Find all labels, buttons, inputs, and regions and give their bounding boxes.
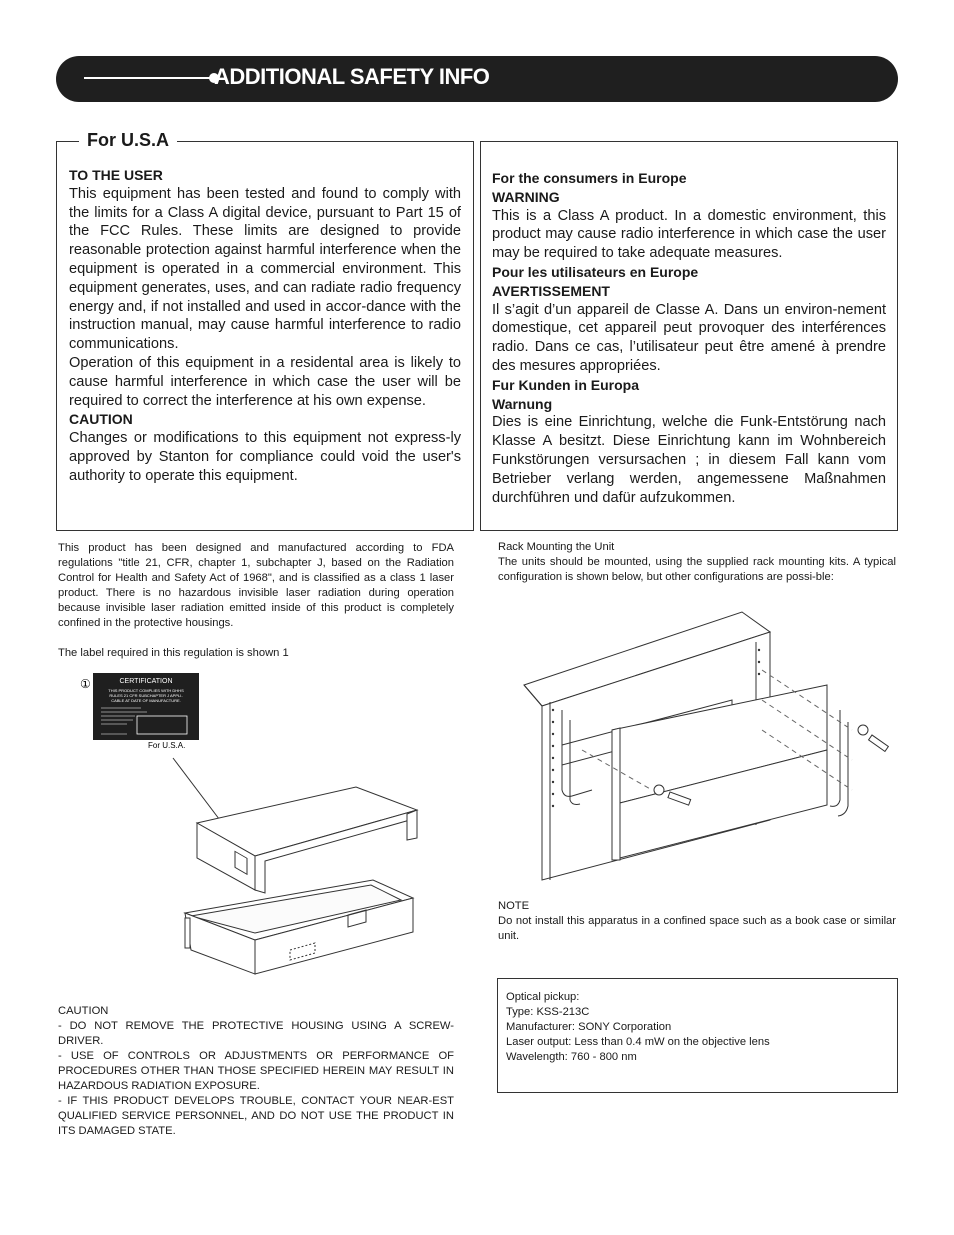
- label-caption: For U.S.A.: [148, 741, 186, 750]
- header-rule: [84, 77, 212, 79]
- optical-line-1: Optical pickup:: [506, 991, 580, 1003]
- rack-text: The units should be mounted, using the supplied rack mounting kits. A typical configuration is shown below, but other configurations are possi-ble:: [498, 556, 896, 583]
- optical-line-2: Type: KSS-213C: [506, 1006, 590, 1018]
- page-title: ADDITIONAL SAFETY INFO: [214, 64, 490, 89]
- german-heading: Fur Kunden in Europa: [492, 376, 639, 393]
- french-heading: Pour les utilisateurs en Europe: [492, 263, 699, 280]
- header-bar: [56, 56, 898, 102]
- english-text: This is a Class A product. In a domestic environment, this product may cause radio interference in which case the user may be required to take adequate measures.: [492, 207, 886, 262]
- caution-heading: CAUTION: [69, 411, 133, 428]
- laser-paragraph: This product has been designed and manufactured according to FDA regulations "title 21, CFR, chapter 1, subchapter J, based on the Radiation Control for Health and Safety Act of 1968", and is classified as a class 1 laser product. There is no hazardous invisible laser radiation during operation because invisible laser radiation emitted inside of this product is completely confined in the protective housings.: [58, 542, 454, 629]
- usa-notice-box: [56, 130, 474, 531]
- note-heading: NOTE: [498, 900, 530, 912]
- caution-item-3: - IF THIS PRODUCT DEVELOPS TROUBLE, CONTACT YOUR NEAR-EST QUALIFIED SERVICE PERSONNEL, AND DO NOT USE THE PRODUCT IN ITS DAMAGED STATE.: [58, 1095, 454, 1137]
- label-note: The label required in this regulation is shown 1: [58, 647, 289, 659]
- english-heading: For the consumers in Europe: [492, 170, 687, 186]
- label-note-section: [58, 646, 454, 661]
- certification-line-3: CABLE AT DATE OF MANUFACTURE.: [111, 698, 181, 703]
- english-warning: WARNING: [492, 188, 560, 205]
- caution-list-heading: CAUTION: [58, 1005, 109, 1017]
- housing-illustration: [75, 668, 435, 988]
- german-warning: Warnung: [492, 395, 553, 412]
- europe-box-text: [492, 169, 886, 507]
- german-text: Dies is eine Einrichtung, welche die Funk-Entstörung nach Klasse A besitzt. Diese Einrichtung kann im Wohnbereich Funkstörungen versursachen ; in diesem Fall kann vom Betrieber verlang werden, angemessene Maßnahmen durchführen und dafür aufzukommen.: [492, 414, 886, 506]
- label-marker: ①: [80, 677, 91, 691]
- caution-text: Changes or modifications to this equipment not express-ly approved by Stanton for compliance could void the user's authority to operate this equipment.: [69, 430, 461, 484]
- optical-pickup-box: [497, 978, 898, 1093]
- to-user-heading: TO THE USER: [69, 167, 163, 183]
- to-user-paragraph-2: Operation of this equipment in a residental area is likely to cause harmful interference in which case the user will be required to correct the interference at his own expense.: [69, 354, 461, 409]
- laser-section: [58, 541, 454, 631]
- optical-line-5: Wavelength: 760 - 800 nm: [506, 1051, 637, 1063]
- usa-box-legend: For U.S.A: [79, 130, 177, 151]
- french-warning: AVERTISSEMENT: [492, 282, 610, 299]
- certification-line-1: THIS PRODUCT COMPLIES WITH DHHS: [108, 688, 184, 693]
- french-text: Il s’agit d’un appareil de Classe A. Dans un environ-nement domestique, cet appareil peut provoquer des interférences radio. Dans ce cas, l’utilisateur peut être amené à prendre des mesures appropriées.: [492, 301, 886, 374]
- certification-line-2: RULES 21 CFR SUBCHAPTER J APPLI-: [109, 693, 183, 698]
- europe-notice-box: [480, 141, 898, 531]
- certification-title: CERTIFICATION: [119, 678, 173, 685]
- rack-section: [498, 540, 896, 585]
- to-user-paragraph-1: This equipment has been tested and found to comply with the limits for a Class A digital device, pursuant to Part 15 of the FCC Rules. These limits are designed to provide reasonable protection against harmful interference when the equipment is operated in a commercial environment. This equipment generates, uses, and can radiate radio frequency energy and, if not installed and used in accor-dance with the instruction manual, may cause harmful interference to radio communications.: [69, 185, 461, 353]
- rack-mounting-illustration: [522, 610, 902, 890]
- top-cover: [197, 787, 417, 893]
- note-text: Do not install this apparatus in a confined space such as a book case or similar unit.: [498, 915, 896, 942]
- optical-line-4: Laser output: Less than 0.4 mW on the objective lens: [506, 1036, 770, 1048]
- caution-item-1: - DO NOT REMOVE THE PROTECTIVE HOUSING USING A SCREW-DRIVER.: [58, 1020, 454, 1047]
- usa-box-text: [69, 166, 461, 486]
- caution-item-2: - USE OF CONTROLS OR ADJUSTMENTS OR PERFORMANCE OF PROCEDURES OTHER THAN THOSE SPECIFIED HEREIN MAY RESULT IN HAZARDOUS RADIATION EXPOSURE.: [58, 1050, 454, 1092]
- note-section: [498, 899, 896, 944]
- optical-line-3: Manufacturer: SONY Corporation: [506, 1021, 672, 1033]
- caution-list: [58, 1004, 454, 1139]
- rack-heading: Rack Mounting the Unit: [498, 541, 615, 553]
- chassis-tray: [185, 880, 413, 974]
